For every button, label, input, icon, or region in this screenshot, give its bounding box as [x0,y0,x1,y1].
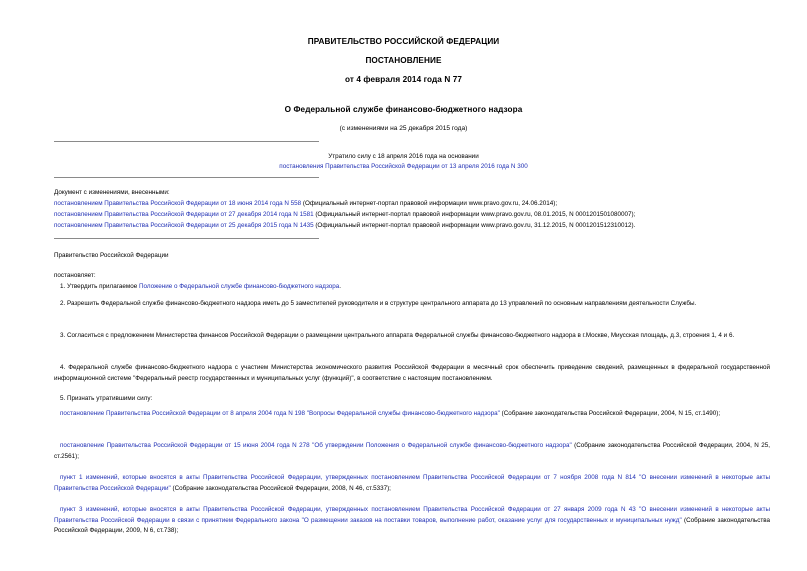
repealed-item: постановление Правительства Российской Федерации от 8 апреля 2004 года N 198 "Вопросы Федеральной службы финансово-бюджетного надзора" (Собрание законодательства Российской Федерации, 2004, N 15, ст.1490); [60,410,721,417]
amendments-intro: Документ с изменениями, внесенными: [54,189,170,196]
repealed-act-link[interactable]: постановление Правительства Российской Федерации от 15 июня 2004 года N 278 "Об утверждении Положения о Федеральной службе финансово-бюджетного надзора" [60,442,572,449]
regulation-link[interactable]: Положение о Федеральной службе финансово-бюджетного надзора [138,283,340,290]
government-heading: ПРАВИТЕЛЬСТВО РОССИЙСКОЙ ФЕДЕРАЦИИ [307,37,500,46]
repealed-item: постановление Правительства Российской Федерации от 15 июня 2004 года N 278 "Об утверждении Положения о Федеральной службе финансово-бюджетного надзора" (Собрание законодательства Российской Федерации, 2004, N 25, ст.2561); [54,442,770,460]
amendment-item [54,200,557,208]
paragraph-4: 4. Федеральной службе финансово-бюджетного надзора с участием Министерства экономического развития Российской Федерации в месячный срок обеспечить приведение сведений, размещенных в федеральной государственной информационной системе "Федеральный реестр государственных и муниципальных услуг (функций)", в соответствие с настоящим постановлением. [54,364,770,382]
divider [54,141,319,142]
amendment-item [54,222,635,230]
doc-type-heading: ПОСТАНОВЛЕНИЕ [365,56,442,65]
repealed-act-link[interactable]: пункт 3 изменений, которые вносятся в акты Правительства Российской Федерации, утвержденных постановлением Правительства Российской Федерации от 27 января 2009 года N 43 "О внесении изменений в некоторые акты Правительства Российской Федерации в связи с принятием Федерального закона "О размещении заказов на поставки товаров, выполнение работ, оказание услуг для государственных и муниципальных нужд" [54,506,770,524]
paragraph-5: 5. Признать утратившими силу: [60,395,153,402]
document-title: О Федеральной службе финансово-бюджетного надзора [284,105,523,114]
resolves-line: постановляет: [54,272,96,279]
repealed-item: пункт 3 изменений, которые вносятся в акты Правительства Российской Федерации, утвержденных постановлением Правительства Российской Федерации от 27 января 2009 года N 43 "О внесении изменений в некоторые акты Правительства Российской Федерации в связи с принятием Федерального закона "О размещении заказов на поставки товаров, выполнение работ, оказание услуг для государственных и муниципальных нужд" (Собрание законодательства Российской Федерации, 2009, N 6, ст.738); [54,506,771,534]
divider [54,238,319,239]
paragraph-3: 3. Согласиться с предложением Министерства финансов Российской Федерации о размещении центрального аппарата Федеральной службы финансово-бюджетного надзора в г.Москве, Миусская площадь, д.3, строения 1, 4 и 6. [60,332,735,339]
divider [54,177,319,178]
amendment-source: (Официальный интернет-портал правовой информации www.pravo.gov.ru, 08.01.2015, N 0001201501080007); [313,211,636,218]
repealed-act-link[interactable]: пункт 1 изменений, которые вносятся в акты Правительства Российской Федерации, утвержденных постановлением Правительства Российской Федерации от 7 ноября 2008 года N 814 "О внесении изменений в некоторые акты Правительства Российской Федерации" [54,474,770,492]
amendment-item [54,211,635,219]
date-number-heading: от 4 февраля 2014 года N 77 [344,75,463,84]
amendment-link[interactable]: постановлением Правительства Российской Федерации от 18 июня 2014 года N 558 [54,200,302,207]
expired-notice: Утратило силу с 18 апреля 2016 года на основании [328,153,479,160]
repealed-act-link[interactable]: постановление Правительства Российской Федерации от 8 апреля 2004 года N 198 "Вопросы Федеральной службы финансово-бюджетного надзора" [60,410,500,417]
amendment-source: (Официальный интернет-портал правовой информации www.pravo.gov.ru, 31.12.2015, N 0001201512310012). [313,222,636,229]
paragraph-1: 1. Утвердить прилагаемое Положение о Федеральной службе финансово-бюджетного надзора. [60,283,342,290]
amendment-source: (Официальный интернет-портал правовой информации www.pravo.gov.ru, 24.06.2014); [301,200,558,207]
amendment-link[interactable]: постановлением Правительства Российской Федерации от 27 декабря 2014 года N 1581 [54,211,314,218]
expired-basis-link[interactable]: постановления Правительства Российской Федерации от 13 апреля 2016 года N 300 [279,163,528,170]
expired-link-line [0,163,807,171]
repealed-item: пункт 1 изменений, которые вносятся в акты Правительства Российской Федерации, утвержденных постановлением Правительства Российской Федерации от 7 ноября 2008 года N 814 "О внесении изменений в некоторые акты Правительства Российской Федерации" (Собрание законодательства Российской Федерации, 2008, N 46, ст.5337); [54,474,770,492]
amendment-link[interactable]: постановлением Правительства Российской Федерации от 25 декабря 2015 года N 1435 [54,222,314,229]
amended-note: (с изменениями на 25 декабря 2015 года) [339,125,468,132]
paragraph-2: 2. Разрешить Федеральной службе финансово-бюджетного надзора иметь до 5 заместителей руководителя и в структуре центрального аппарата до 13 управлений по основным направлениям деятельности Службы. [60,300,697,307]
issuer-line: Правительство Российской Федерации [54,252,169,259]
